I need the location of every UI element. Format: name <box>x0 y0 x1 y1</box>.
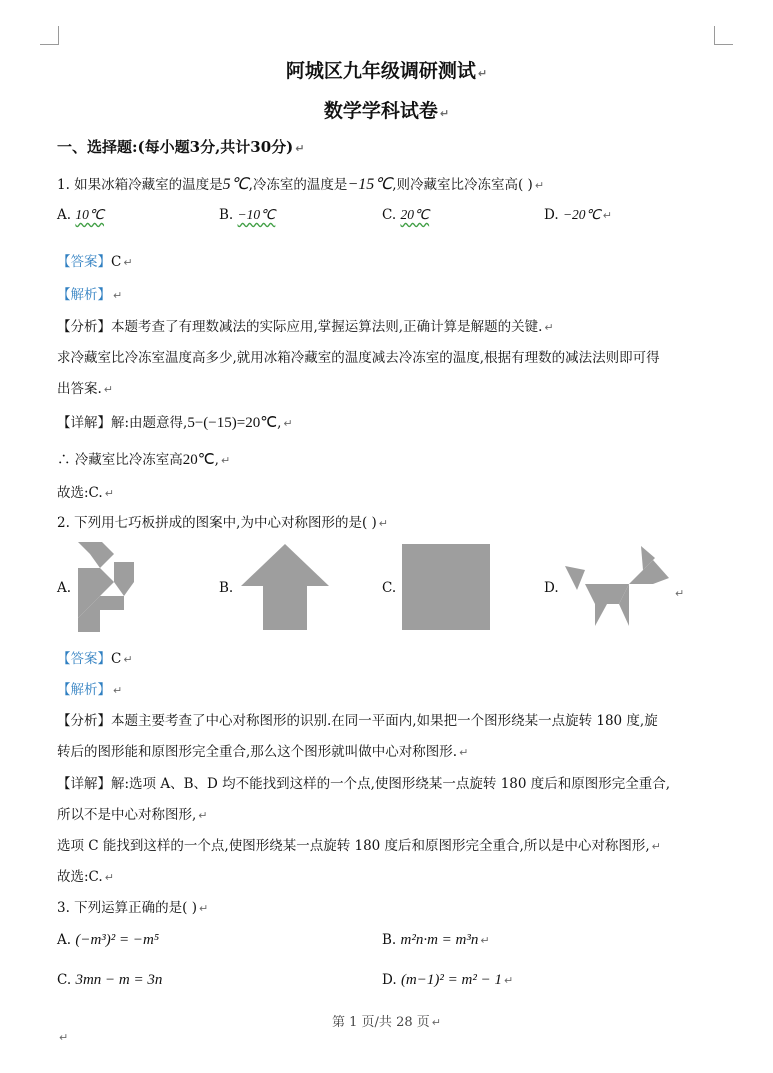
q3-option-a: A. (−m³)² = −m⁵ <box>57 932 160 948</box>
q1-choose: 故选:C. ↵ <box>57 485 114 501</box>
q1-answer: 【答案】C ↵ <box>57 254 133 270</box>
q2-detail: 【详解】解:选项 A、B、D 均不能找到这样的一个点,使图形绕某一点旋转 180 度后和原图形完全重合, <box>57 776 671 792</box>
corner-mark-left <box>40 26 59 45</box>
q2-detail-line2: 所以不是中心对称图形, ↵ <box>57 807 208 823</box>
q3-option-d: D. (m−1)² = m² − 1 ↵ <box>382 972 514 988</box>
q1-option-b: B. −10℃ <box>219 207 276 223</box>
q2-analysis: 【分析】本题主要考查了中心对称图形的识别.在同一平面内,如果把一个图形绕某一点旋转 180 度,旋 <box>57 713 658 729</box>
q2-answer: 【答案】C ↵ <box>57 651 133 667</box>
q2-analysis-line2: 转后的图形能和原图形完全重合,那么这个图形就叫做中心对称图形. ↵ <box>57 744 469 760</box>
q1-analysis: 【分析】本题考查了有理数减法的实际应用,掌握运算法则,正确计算是解题的关键. ↵ <box>57 319 554 335</box>
q2-options-end: ↵ <box>675 587 685 600</box>
section-heading: 一、选择题:(每小题3分,共计30分) ↵ <box>57 138 305 156</box>
q2-option-c-label: C. <box>382 580 397 596</box>
q2-option-b-label: B. <box>219 580 234 596</box>
last-paragraph-mark: ↵ <box>59 1031 69 1044</box>
q3-stem: 3. 下列运算正确的是( ) ↵ <box>57 900 209 916</box>
corner-mark-right <box>714 26 733 45</box>
q1-analysis-line2: 求冷藏室比冷冻室温度高多少,就用冰箱冷藏室的温度减去冷冻室的温度,根据有理数的减法法则即可得 <box>57 350 660 366</box>
document-title: 阿城区九年级调研测试 ↵ <box>285 60 488 82</box>
q1-detail: 【详解】解:由题意得,5−(−15)=20℃, ↵ <box>57 415 293 431</box>
q1-option-d: D. −20℃ ↵ <box>544 207 612 223</box>
q3-option-b: B. m²n·m = m³n ↵ <box>382 932 490 948</box>
q1-stem: 1. 如果冰箱冷藏室的温度是5℃,冷冻室的温度是−15℃,则冷藏室比冷冻室高( ) ↵ <box>57 176 545 193</box>
q1-option-c: C. 20℃ <box>382 207 430 223</box>
q1-jiexi: 【解析】 ↵ <box>57 287 123 303</box>
q2-jiexi: 【解析】 ↵ <box>57 682 123 698</box>
document-subtitle: 数学学科试卷 ↵ <box>323 100 450 122</box>
q2-stem: 2. 下列用七巧板拼成的图案中,为中心对称图形的是( ) ↵ <box>57 515 389 531</box>
q2-option-d-label: D. <box>544 580 559 596</box>
q1-analysis-line3: 出答案. ↵ <box>57 381 114 397</box>
q1-conclusion: ∴ 冷藏室比冷冻室高20℃, ↵ <box>57 452 231 468</box>
tangram-arrow-icon <box>239 542 331 632</box>
tangram-rabbit-icon <box>76 540 136 632</box>
q1-option-a: A. 10℃ <box>57 207 105 223</box>
tangram-square-icon <box>402 544 490 630</box>
q2-option-a-label: A. <box>57 580 72 596</box>
q1-wavy-gap <box>110 207 220 221</box>
page-number: 第 1 页/共 28 页 ↵ <box>332 1015 441 1030</box>
q2-choose: 故选:C. ↵ <box>57 869 114 885</box>
q2-detail-line3: 选项 C 能找到这样的一个点,使图形绕某一点旋转 180 度后和原图形完全重合,所以是中心对称图形, ↵ <box>57 838 661 854</box>
tangram-dog-icon <box>563 544 673 628</box>
q3-option-c: C. 3mn − m = 3n <box>57 972 163 988</box>
